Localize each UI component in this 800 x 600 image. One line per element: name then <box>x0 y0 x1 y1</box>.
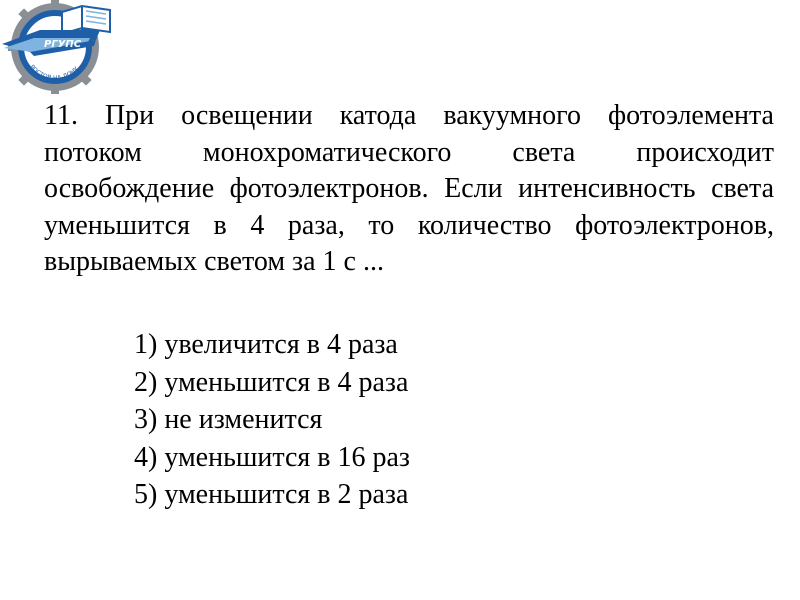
answer-option: 3) не изменится <box>134 404 323 435</box>
logo-text: РГУПС <box>44 39 82 50</box>
answer-option: 2) уменьшится в 4 раза <box>134 366 409 398</box>
university-logo-icon <box>0 0 115 95</box>
logo-ring-text: РОСТОВ-НА-ДОНУ <box>28 63 80 82</box>
question-text: 11. При освещении катода вакуумного фотоэлемента потоком монохроматического света происходит освобождение фотоэлектронов. Если интенсивность света уменьшится в 4 раза, то количество фотоэлектронов, вырываемых светом за 1 с ... <box>44 100 774 277</box>
answer-option: 5) уменьшится в 2 раза <box>134 479 409 510</box>
answer-option: 1) увеличится в 4 раза <box>134 329 398 360</box>
answer-option: 4) уменьшится в 16 раз <box>134 441 410 473</box>
answer-list <box>134 326 634 514</box>
